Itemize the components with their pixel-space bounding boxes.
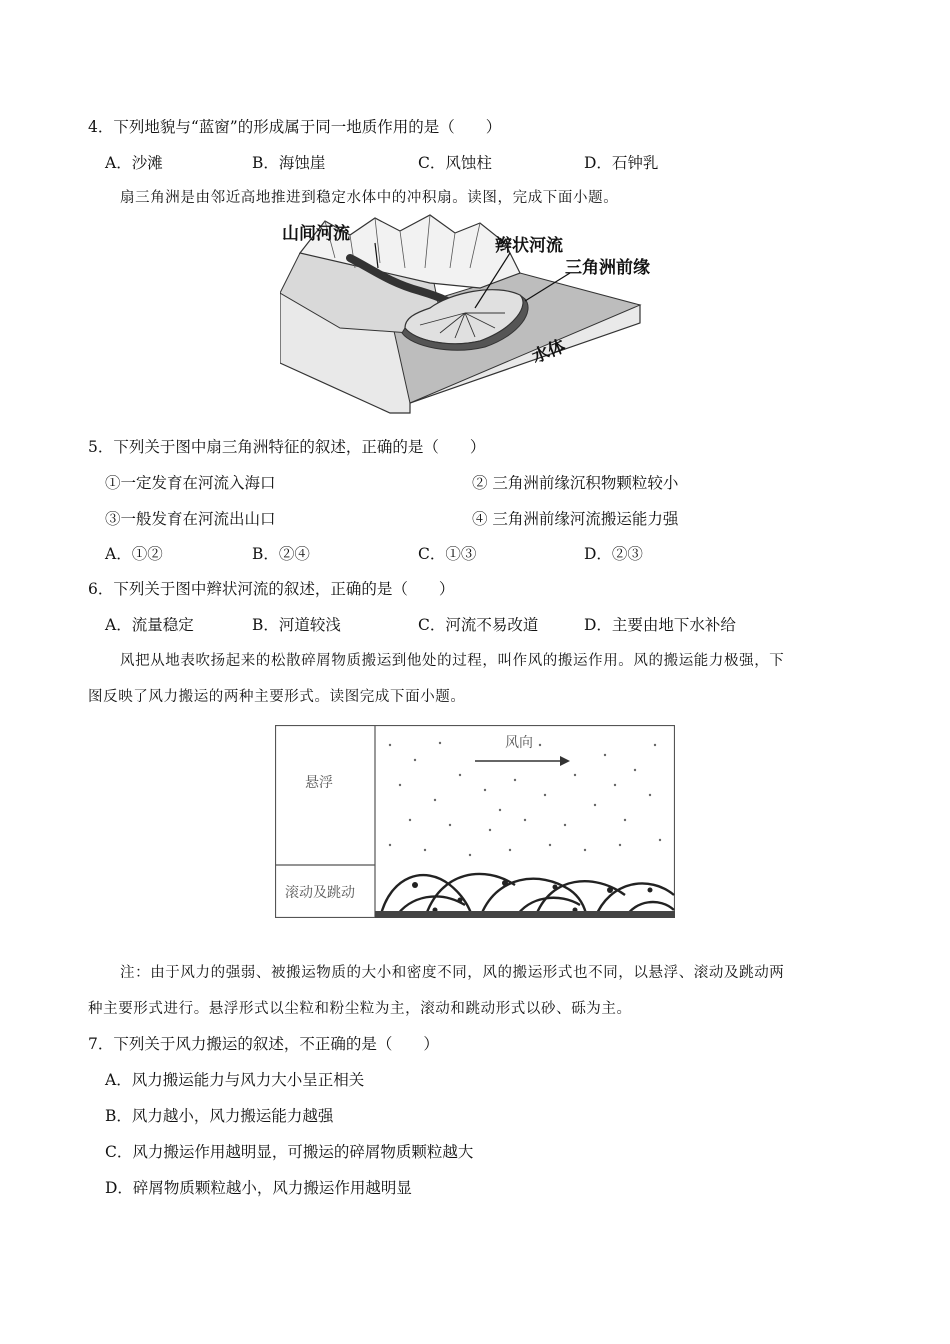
q4-stem: 4．下列地貌与“蓝窗”的形成属于同一地质作用的是（ ） [88,118,502,136]
q5-statement-4: ④ 三角洲前缘河流搬运能力强 [472,510,679,528]
q4-option-d[interactable]: D．石钟乳 [584,154,659,172]
label-wind-direction: 风向 [505,735,533,751]
q5-option-d[interactable]: D．②③ [584,545,643,563]
wind-transport-diagram [275,725,675,918]
q5-option-b[interactable]: B．②④ [252,545,310,563]
q6-stem: 6．下列关于图中辫状河流的叙述，正确的是（ ） [88,580,455,598]
q7-stem: 7．下列关于风力搬运的叙述，不正确的是（ ） [88,1035,439,1053]
fan-delta-svg [280,213,660,418]
q5-statement-1: ①一定发育在河流入海口 [105,474,276,492]
fan-delta-diagram [280,213,660,418]
q6-option-c[interactable]: C．河流不易改道 [418,616,539,634]
label-braided-river: 辫状河流 [495,236,563,256]
q4-option-b[interactable]: B．海蚀崖 [252,154,326,172]
label-mountain-river: 山间河流 [282,224,350,244]
q6-option-b[interactable]: B．河道较浅 [252,616,341,634]
q6-option-d[interactable]: D．主要由地下水补给 [584,616,736,634]
q7-option-d[interactable]: D．碎屑物质颗粒越小，风力搬运作用越明显 [105,1179,412,1197]
label-delta-front: 三角洲前缘 [565,258,650,278]
q5-option-c[interactable]: C．①③ [418,545,477,563]
q7-option-b[interactable]: B．风力越小，风力搬运能力越强 [105,1107,334,1125]
q5-stem: 5．下列关于图中扇三角洲特征的叙述，正确的是（ ） [88,438,486,456]
label-rolling-jumping: 滚动及跳动 [285,885,355,901]
intro-wind-line2: 图反映了风力搬运的两种主要形式。读图完成下面小题。 [88,689,466,705]
q7-option-c[interactable]: C．风力搬运作用越明显，可搬运的碎屑物质颗粒越大 [105,1143,474,1161]
q4-option-a[interactable]: A．沙滩 [105,154,163,172]
q7-option-a[interactable]: A．风力搬运能力与风力大小呈正相关 [105,1071,365,1089]
q5-option-a[interactable]: A．①② [105,545,163,563]
q4-option-c[interactable]: C．风蚀柱 [418,154,492,172]
intro-wind-line1: 风把从地表吹扬起来的松散碎屑物质搬运到他处的过程，叫作风的搬运作用。风的搬运能力极强，下 [120,653,785,669]
intro-fan-delta: 扇三角洲是由邻近高地推进到稳定水体中的冲积扇。读图，完成下面小题。 [120,190,619,206]
label-water-body: 水体 [529,336,569,368]
q5-statement-2: ② 三角洲前缘沉积物颗粒较小 [472,474,679,492]
q6-option-a[interactable]: A．流量稳定 [105,616,194,634]
note-line2: 种主要形式进行。悬浮形式以尘粒和粉尘粒为主，滚动和跳动形式以砂、砾为主。 [88,1001,632,1017]
q5-statement-3: ③一般发育在河流出山口 [105,510,276,528]
ground-surface [375,911,675,918]
label-suspension: 悬浮 [305,775,333,791]
wind-transport-svg [275,725,675,918]
note-line1: 注：由于风力的强弱、被搬运物质的大小和密度不同，风的搬运形式也不同，以悬浮、滚动及跳动两 [120,965,785,981]
